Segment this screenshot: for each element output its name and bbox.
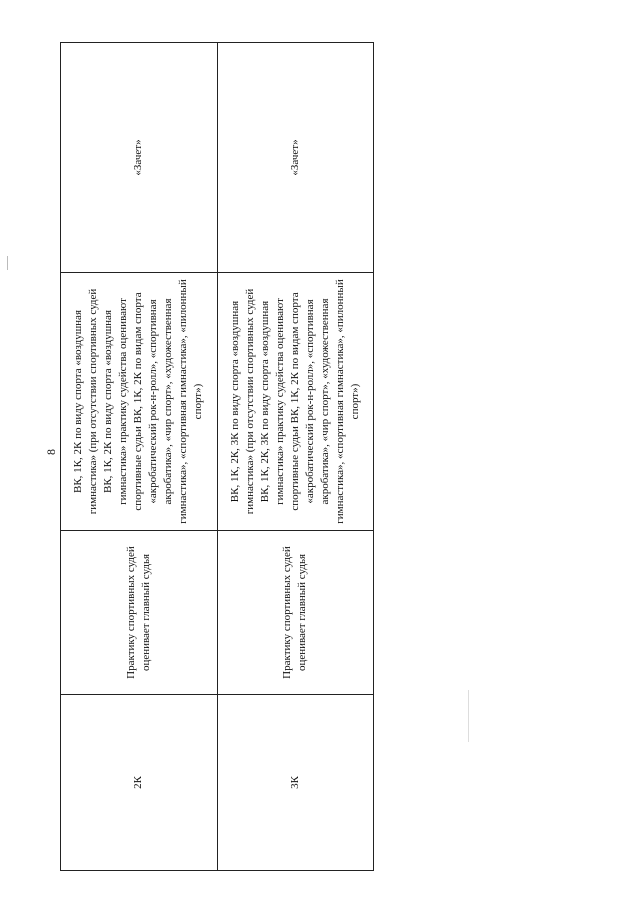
referee-practice-table (60, 42, 374, 871)
evaluator-cell: Практику спортивных судей оценивает главный судья (61, 531, 218, 695)
scan-artifact (7, 256, 8, 270)
table-container (60, 43, 374, 871)
requirements-cell: ВК, 1К, 2К по виду спорта «воздушная гимнастика» (при отсутствии спортивных судей ВК, 1К, 2К по виду спорта «воздушная гимнастика» практику судейства оценивают спортивные судьи ВК, 1К, 2К по видам спорта «акробатический рок-н-ролл», «спортивная акробатика», «чир спорт», «художественная гимнастика», «спортивная гимнастика», «пилонный спорт») (61, 273, 218, 531)
scan-artifact (468, 690, 469, 742)
table-row (61, 43, 218, 871)
evaluator-cell: Практику спортивных судей оценивает главный судья (217, 531, 374, 695)
category-cell: 2К (61, 695, 218, 871)
result-cell: «Зачет» (217, 43, 374, 273)
rotated-table-frame (60, 43, 374, 871)
table-row (217, 43, 374, 871)
page-number: 8 (44, 449, 58, 455)
category-cell: 3К (217, 695, 374, 871)
result-cell: «Зачет» (61, 43, 218, 273)
requirements-cell: ВК, 1К, 2К, 3К по виду спорта «воздушная гимнастика» (при отсутствии спортивных судей ВК, 1К, 2К, 3К по виду спорта «воздушная гимнастика» практику судейства оценивают спортивные судьи ВК, 1К, 2К по видам спорта «акробатический рок-н-ролл», «спортивная акробатика», «чир спорт», «художественная гимнастика», «спортивная гимнастика», «пилонный спорт») (217, 273, 374, 531)
